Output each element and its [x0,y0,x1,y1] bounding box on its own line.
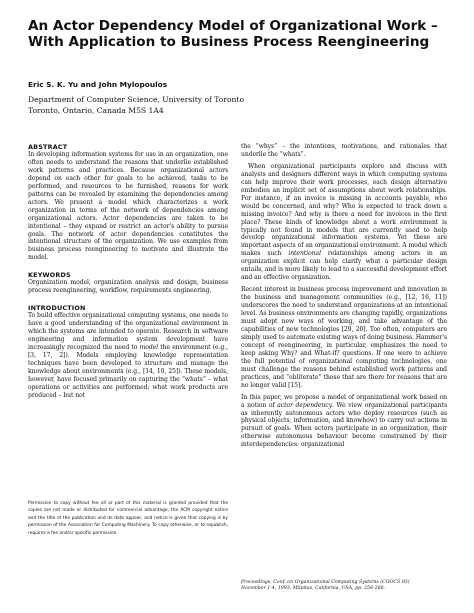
left-column [28,143,228,400]
affiliation-line-2: Toronto, Ontario, Canada M5S 1A4 [28,105,164,115]
introduction-text-part-1: To build effective organizational computing systems, one needs to have a good understanding of the organizational environment in which the systems are intended to operate. Research in software engineering and information system development have increasingly recognized the need to [28,312,228,352]
right-column [241,143,447,449]
right-paragraph-2-part-1: When organizational participants explore and discuss with analysts and designers different ways in which computing systems can help improve their work processes, each design alternative embodies an implicit set of assumptions about work relationships. For instance, if an invoice is missing in accounts payable, who would be concerned, and why? Who is expected to track down a missing invoice? And why is there a need for invoices in the first place? These kinds of knowledge about a work environment is typically not found in models that are currently used to help develop organizational information systems. Yet these are important aspects of an organizational environment. A model which makes such [241,162,447,258]
introduction-emphasis: model [139,344,159,352]
section-gap [28,295,228,304]
affiliation-line-1: Department of Computer Science, University of Toronto [28,95,245,104]
introduction-text [28,312,228,399]
right-paragraph-4-part-2: . We view organizational participants as inherently autonomous actors who deploy resources (such as physical objects, information, and knowhow) to carry out actions in pursuit of goals. When actors participate in an organization, their otherwise autonomous behaviour become constrained by their interdependencies: organizational [241,401,448,449]
section-gap [28,262,228,271]
introduction-heading: INTRODUCTION [28,304,86,313]
right-paragraph-2-part-2: relationships among actors in an organization explicit can help clarify what a particular design entails, and is more likely to lead to a successful development effort and an effective organization. [241,250,448,282]
author-affiliation [28,95,244,116]
abstract-text: In developing information systems for use in an organization, one often needs to understand the reasons that underlie established work patterns and practices. Because organizational actors depend on each other for goals to be achieved, tasks to be performed, and resources to be furnished, reasons for work patterns can be revealed by examining the dependencies among actors. We present a model which characterizes a work organization in terms of the network of dependencies among organizational actors. Actor dependencies are taken to be intentional – they expand or restrict an actor's ability to pursue goals. The network of actor dependencies constitutes the intentional structure of the organization. We use examples from business process reengineering to motivate and illustrate the model. [28,151,228,262]
proceedings-footer [241,580,447,593]
right-paragraph-2 [241,163,447,282]
footer-line-1: Proceedings, Conf. on Organizational Computing Systems (COOCS 93) [241,580,410,585]
keywords-heading: KEYWORDS [28,271,71,280]
introduction-text-part-2: the environment (e.g., [3, 17, 2]). Models employing knowledge representation techniques have been developed to structure and manage the knowledge about environments (e.g., [14, 10, 25]). These models, however, have focused primarily on capturing the “whats” – what operations or activities are performed; what work products are produced – but not [28,344,229,399]
paper-title: An Actor Dependency Model of Organizational Work – With Application to Business Process Reengineering [28,18,438,50]
permission-notice: Permission to copy without fee all or part of this material is granted provided that the copies are not made or distributed for commercial advantage, the ACM copyright notice and the title of the publication and its date appear, and notice is given that copying is by permission of the Association for Computing Machinery. To copy otherwise, or to republish, requires a fee and/or specific permission. [28,501,228,536]
right-paragraph-4-part-1: In this paper, we propose a model of organizational work based on a notion of [241,393,447,409]
footer-line-2: November 1-4, 1993, Milpitas, California, USA, pp. 258-268. [241,586,386,592]
right-paragraph-1: the “whys” – the intentions, motivations, and rationales that underlie the “whats”. [241,143,447,158]
abstract-heading: ABSTRACT [28,143,68,151]
author-names: Eric S. K. Yu and John Mylopoulos [28,80,168,89]
keywords-text: Organization model, organization analysis and design, business process reengineering, workflow, requirements engineering. [28,279,228,295]
right-paragraph-3: Recent interest in business process improvement and innovation in the business and management communities (e.g., [12, 16, 11]) underscores the need to understand organizations at an intentional level. As business environments are changing rapidly, organizations must adopt new ways of working, and take advantage of the capabilities of new technologies [29, 20]. Too often, computers are simply used to automate existing ways of doing business. Hammer's concept of reengineering, in particular, emphasizes the need to keep asking Why? and What-if? questions. If one were to achieve the full potential of organizational computing technologies, one must challenge the reasons behind established work patterns and practices, and “obliterate” those that are there for reasons that are no longer valid [15]. [241,286,448,389]
right-paragraph-4 [241,394,447,450]
right-paragraph-4-emphasis: actor dependency [277,401,332,409]
right-paragraph-2-emphasis: intentional [288,250,321,258]
